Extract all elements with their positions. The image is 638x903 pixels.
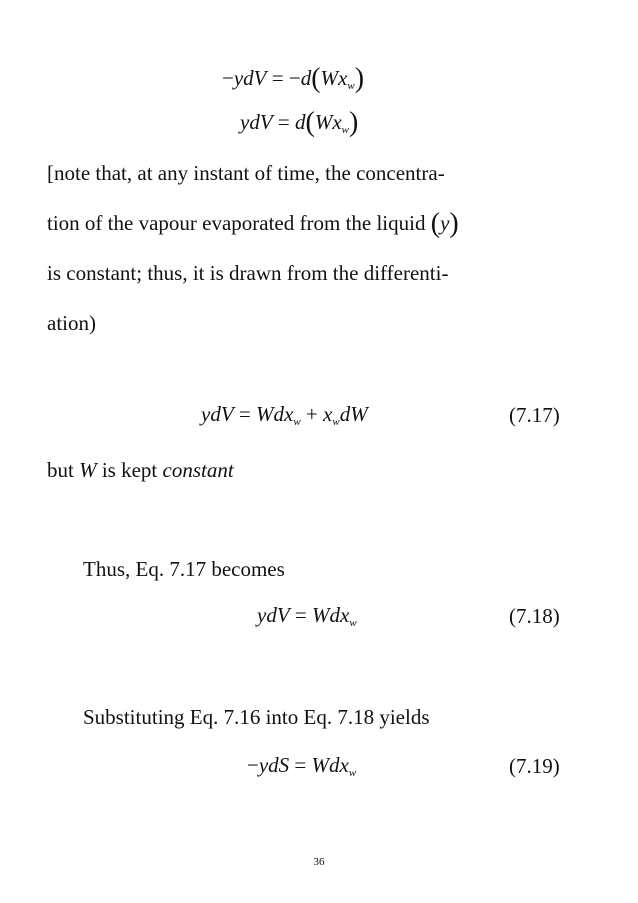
- constant-emph: constant: [162, 458, 234, 482]
- constant-variable-w: W: [79, 458, 97, 482]
- note-line-2-text: tion of the vapour evaporated from the liquid: [47, 211, 426, 235]
- constant-statement: [47, 460, 234, 481]
- equation-7-18: ydV = Wdx$_w$: [257, 603, 357, 629]
- note-variable-y: y: [440, 211, 450, 235]
- equation-number-7-17: (7.17): [509, 403, 560, 427]
- note-line-4: ation): [47, 311, 96, 335]
- note-line-2: tion of the vapour evaporated from the liquid (y): [47, 208, 459, 239]
- equation-7-19: −ydS = Wdx$_w$: [247, 753, 357, 779]
- equation-number-7-19: (7.19): [509, 754, 560, 778]
- thus-statement: Thus, Eq. 7.17 becomes: [83, 557, 285, 581]
- note-line-1: [note that, at any instant of time, the concentra-: [47, 161, 445, 185]
- equation-ydv: ydV = $d(Wx_w)$: [240, 107, 359, 138]
- constant-middle: is kept: [101, 458, 158, 482]
- equation-number-7-18: (7.18): [509, 604, 560, 628]
- constant-prefix: but: [47, 458, 74, 482]
- note-line-3: is constant; thus, it is drawn from the differenti-: [47, 261, 449, 285]
- page-number: 36: [313, 856, 325, 868]
- equation-7-17: ydV = $Wdx_w + x_wdW$: [201, 402, 368, 428]
- equation-minus-ydv: $-ydV = -d(Wx_w)$: [222, 63, 365, 94]
- substitution-statement: Substituting Eq. 7.16 into Eq. 7.18 yields: [83, 705, 430, 729]
